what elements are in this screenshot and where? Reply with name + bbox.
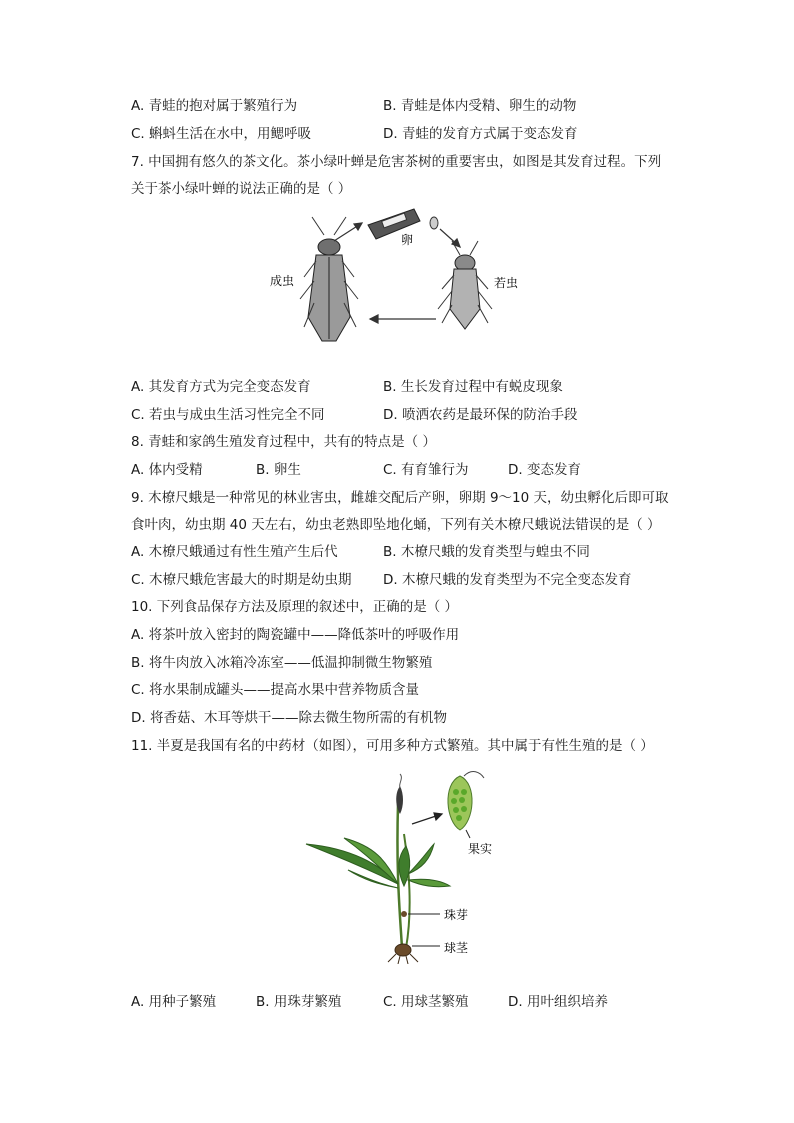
q7-option-a: A. 其发育方式为完全变态发育 [131, 379, 311, 395]
q10-option-c: C. 将水果制成罐头——提高水果中营养物质含量 [131, 682, 420, 698]
q7-option-d: D. 喷洒农药是最环保的防治手段 [383, 407, 578, 423]
q8-stem: 8. 青蛙和家鸽生殖发育过程中，共有的特点是（ ） [131, 434, 436, 450]
q9-option-a: A. 木橑尺蛾通过有性生殖产生后代 [131, 544, 338, 560]
q9-stem-line1: 9. 木橑尺蛾是一种常见的林业害虫，雌雄交配后产卵，卵期 9～10 天，幼虫孵化后即可取 [131, 490, 669, 506]
q8-option-a: A. 体内受精 [131, 462, 203, 478]
q9-option-d: D. 木橑尺蛾的发育类型为不完全变态发育 [383, 572, 632, 588]
fruit-label: 果实 [468, 842, 493, 856]
q11-option-a: A. 用种子繁殖 [131, 994, 217, 1010]
egg-label: 卵 [401, 233, 414, 247]
corm-label: 球茎 [444, 941, 469, 955]
q10-option-b: B. 将牛肉放入冰箱冷冻室——低温抑制微生物繁殖 [131, 655, 433, 671]
q11-option-c: C. 用球茎繁殖 [383, 994, 469, 1010]
bulbil-label: 珠芽 [444, 908, 469, 922]
q10-stem: 10. 下列食品保存方法及原理的叙述中，正确的是（ ） [131, 599, 459, 615]
q11-option-b: B. 用珠芽繁殖 [256, 994, 342, 1010]
q7-option-c: C. 若虫与成虫生活习性完全不同 [131, 407, 325, 423]
adult-label: 成虫 [270, 274, 295, 288]
q9-option-c: C. 木橑尺蛾危害最大的时期是幼虫期 [131, 572, 352, 588]
q8-option-d: D. 变态发育 [508, 462, 581, 478]
q6-option-d: D. 青蛙的发育方式属于变态发育 [383, 126, 578, 142]
nymph-label: 若虫 [494, 276, 519, 290]
q7-lifecycle-figure [264, 205, 526, 353]
q11-plant-figure [300, 764, 500, 964]
q10-option-d: D. 将香菇、木耳等烘干——除去微生物所需的有机物 [131, 710, 447, 726]
q8-option-b: B. 卵生 [256, 462, 301, 478]
q6-option-c: C. 蝌蚪生活在水中，用鳃呼吸 [131, 126, 312, 142]
q7-option-b: B. 生长发育过程中有蜕皮现象 [383, 379, 563, 395]
q7-stem-line1: 7. 中国拥有悠久的茶文化。茶小绿叶蝉是危害茶树的重要害虫，如图是其发育过程。下列 [131, 154, 662, 170]
q11-stem: 11. 半夏是我国有名的中药材（如图），可用多种方式繁殖。其中属于有性生殖的是（ ） [131, 738, 654, 754]
q9-option-b: B. 木橑尺蛾的发育类型与蝗虫不同 [383, 544, 590, 560]
q7-stem-line2: 关于茶小绿叶蝉的说法正确的是（ ） [131, 181, 352, 197]
q10-option-a: A. 将茶叶放入密封的陶瓷罐中——降低茶叶的呼吸作用 [131, 627, 460, 643]
q9-stem-line2: 食叶肉，幼虫期 40 天左右，幼虫老熟即坠地化蛹，下列有关木橑尺蛾说法错误的是（ ） [131, 517, 661, 533]
q6-option-b: B. 青蛙是体内受精、卵生的动物 [383, 98, 577, 114]
q6-option-a: A. 青蛙的抱对属于繁殖行为 [131, 98, 298, 114]
q8-option-c: C. 有育雏行为 [383, 462, 469, 478]
q11-option-d: D. 用叶组织培养 [508, 994, 608, 1010]
